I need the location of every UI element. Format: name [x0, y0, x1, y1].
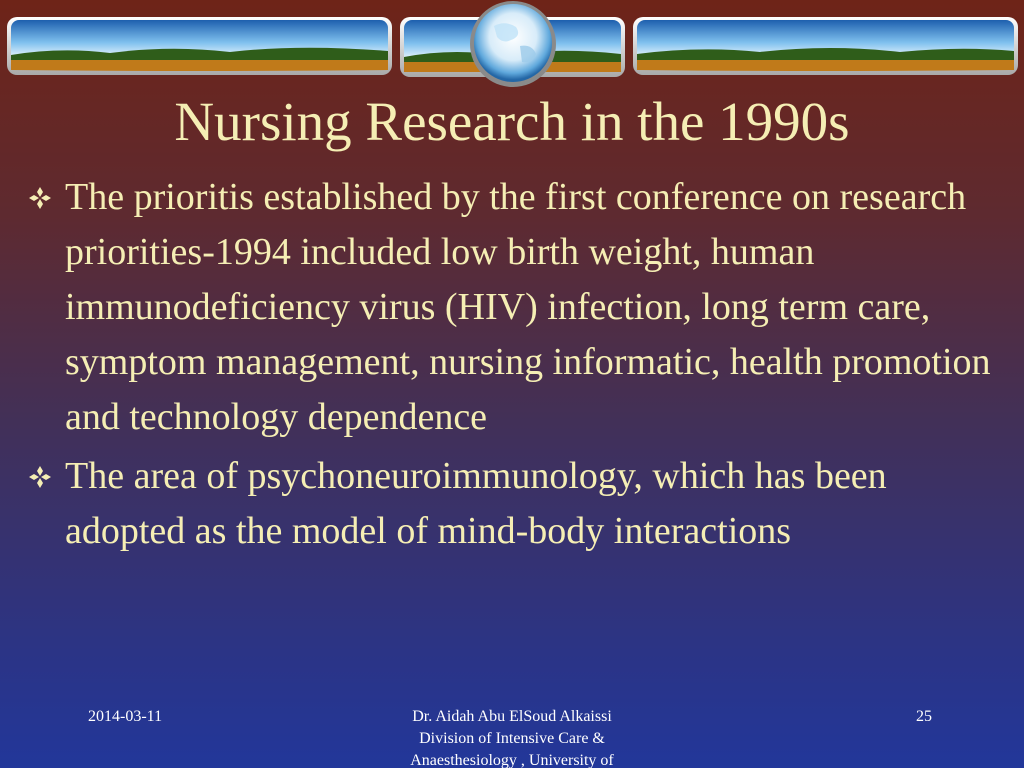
slide-title: Nursing Research in the 1990s	[174, 91, 850, 152]
footer-author-line: Division of Intensive Care &	[419, 730, 605, 747]
banner-panel-right	[633, 17, 1018, 75]
bullet-text: The area of psychoneuroimmunology, which has been adopted as the model of mind-body interactions	[65, 455, 887, 552]
bullet-text: The prioritis established by the first conference on research priorities-1994 included low birth weight, human immunodeficiency virus (HIV) infection, long term care, symptom management, nursing informatic, health promotion and technology dependence	[65, 176, 991, 438]
banner-panel-left	[7, 17, 392, 75]
landscape-banner	[0, 0, 1024, 90]
footer-author	[352, 706, 672, 768]
footer-author-line: Dr. Aidah Abu ElSoud Alkaissi	[412, 708, 612, 725]
footer-author-line: Anaesthesiology , University of	[410, 752, 614, 768]
diamond-bullet-icon	[28, 186, 52, 210]
footer-page-number: 25	[916, 708, 932, 725]
footer-date: 2014-03-11	[88, 708, 163, 725]
bullet-item	[28, 170, 1003, 445]
bullet-list	[28, 170, 1003, 563]
bullet-item	[28, 449, 1003, 559]
globe-icon	[470, 1, 556, 87]
diamond-bullet-icon	[28, 465, 52, 489]
